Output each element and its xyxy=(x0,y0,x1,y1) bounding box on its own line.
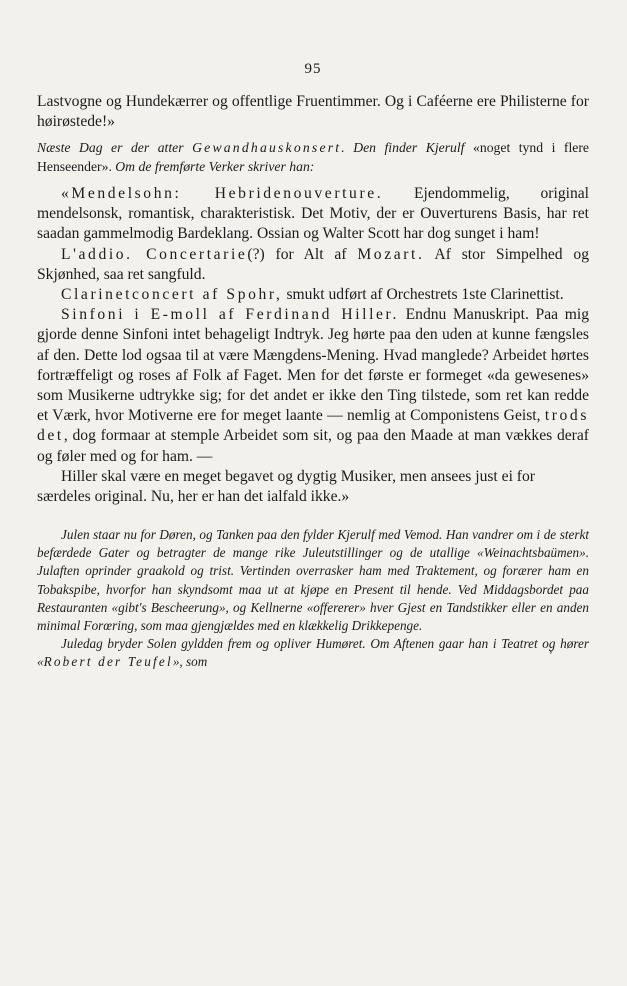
narration-christmas xyxy=(37,526,589,671)
work-title-addio: L'addio. Concertarie xyxy=(61,245,248,263)
composer-mozart: Mozart. xyxy=(357,245,425,263)
paragraph-mozart xyxy=(37,245,589,285)
narration-intro: Næste Dag er der atter xyxy=(37,140,193,156)
quote-noget-tynd: «noget tynd i flere Henseender». xyxy=(37,140,589,174)
opera-title: Robert der Teufel xyxy=(43,653,173,669)
narration-works: Om de fremførte Verker skriver han: xyxy=(111,158,315,174)
christmas-day-end: », som xyxy=(172,653,208,669)
work-by: for Alt af xyxy=(264,245,358,263)
margin-tick-mark: ʼ xyxy=(548,648,552,662)
gewandhaus-term: Gewandhauskonsert xyxy=(192,140,342,156)
paragraph-next-day xyxy=(37,139,589,176)
work-question-mark: (?) xyxy=(247,245,265,263)
review-hebrides: Ejendommelig, original mendelsonsk, romantisk, charakteristisk. Det Motiv, der er Ouverturens Basis, har ret saadan gammelmodig Bardeklang. Ossian og Walter Scott har dog sunget i ham! xyxy=(37,185,590,243)
paragraph-mendelssohn xyxy=(37,184,589,245)
review-symphony-1: Endnu Manuskript. Paa mig gjorde denne Sinfoni intet behageligt Indtryk. Jeg hørte paa den uden at kunne fængsles af den. Dette lod ogsaa til at være Mængdens-Mening. Hvad manglede? Arbeidet hørtes fortræffeligt og roses af Folk af Faget. Men for det første er formeget «da gewesenes» som Musikerne udtrykke sig; for det andet er ikke den Ting tilstede, som ret kan redde et Værk, hvor Motiverne ere for meget laante — nemlig at Componistens Geist, xyxy=(37,306,589,425)
review-spohr: smukt udført af Orchestrets 1ste Clarinettist. xyxy=(282,286,564,304)
paragraph-christmas-eve: Julen staar nu for Døren, og Tanken paa den fylder Kjerulf med Vemod. Han vandrer om i de sterkt befærdede Gater og betragter de mange rike Juleutstillinger og de utallige «Weinachtsbaümen». Julaften oprinder graakold og trist. Vertinden overrasker ham med Traktement, og forærer ham en Tobakspibe, hvorfor han skyndsomt maa ut at kjøpe en Present til hende. Ved Middagsbordet paa Restauranten «gibt's Bescheerung», og Kellnerne «offererer» hver Gjest en Tandstikker eller en anden minimal Forœring, som maa gjengjældes med en klækkelig Drikkepenge. xyxy=(37,527,589,633)
paragraph-letter-end: Lastvogne og Hundekærrer og offentlige Fruentimmer. Og i Caféerne ere Philisterne for høirøstede!» xyxy=(37,93,589,131)
paragraph-christmas-day xyxy=(37,635,589,671)
review-mozart: Af stor Simpelhed og Skjønhed, saa ret sangfuld. xyxy=(37,245,589,283)
work-title-clarinet: Clarinetconcert af Spohr, xyxy=(61,286,283,304)
review-symphony-2: , dog formaar at stemple Arbeidet som sit, og paa den Maade at man vækkes deraf og føler med og for ham. — xyxy=(37,427,589,465)
paragraph-hiller-musician: Hiller skal være en meget begavet og dygtig Musiker, men ansees just ei for særdeles original. Nu, her er han det ialfald ikke.» xyxy=(37,467,535,506)
narration-concert xyxy=(37,139,589,176)
work-title-symphony: Sinfoni i E-moll af Ferdinand Hiller. xyxy=(61,306,399,324)
christmas-day-text: Juledag bryder Solen gyldden frem og opliver Humøret. Om Aftenen gaar han i Teatret og hører « xyxy=(37,635,589,669)
paragraph-spohr xyxy=(37,285,589,305)
work-title-hebrides: «Mendelsohn: Hebridenouverture. xyxy=(61,185,384,202)
page-number: 95 xyxy=(304,61,322,77)
narration-finder: . Den finder Kjerulf xyxy=(341,140,473,156)
emphasis-trods-det: trods det xyxy=(37,407,589,445)
paragraph-hiller-symphony xyxy=(37,305,589,467)
